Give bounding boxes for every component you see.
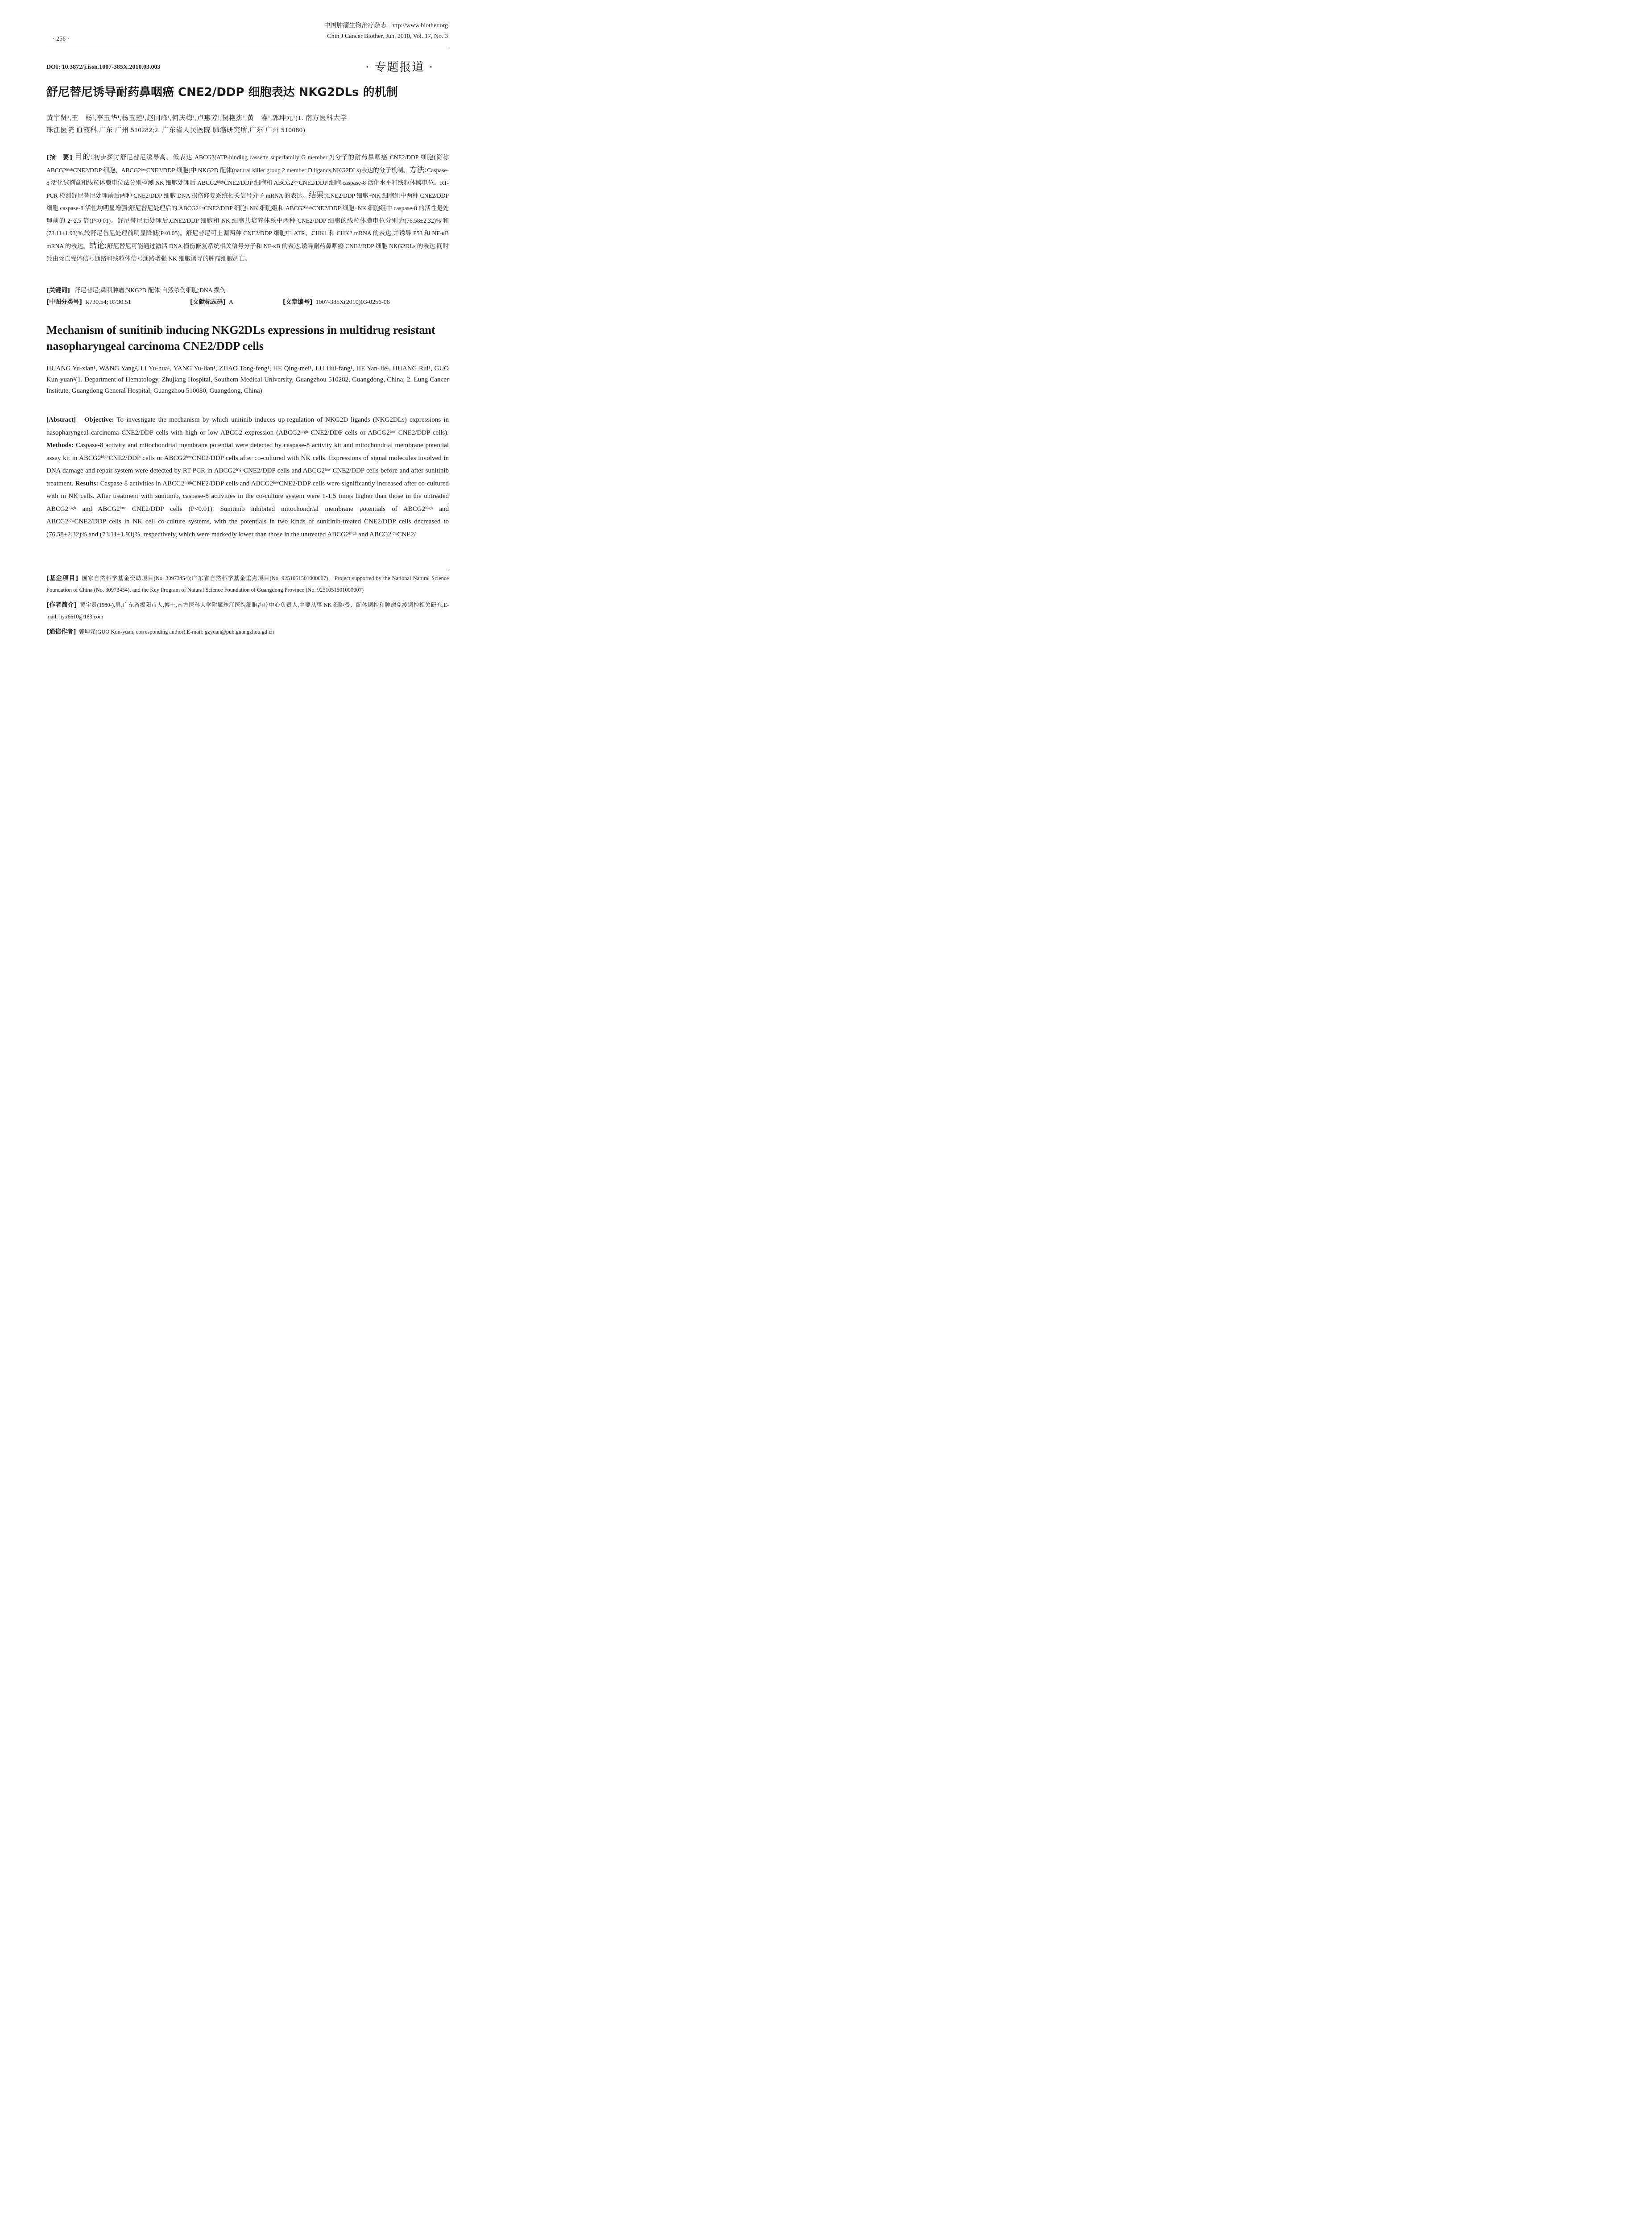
article-no-value: 1007-385X(2010)03-0256-06 [315, 299, 390, 306]
corresponding-label: [通信作者] [46, 628, 76, 635]
doi: DOI: 10.3872/j.issn.1007-385X.2010.03.003 [46, 64, 161, 70]
title-en: Mechanism of sunitinib inducing NKG2DLs expressions in multidrug resistant nasopharyngeal carcinoma CNE2/DDP cells [46, 323, 435, 352]
keywords [46, 284, 449, 297]
objective-en: To investigate the mechanism by which unitinib induces up-regulation of NKG2D ligands (NKG2DLs) expressions in nasopharyngeal carcinoma CNE2/DDP cells with high or low ABCG2 expression (ABCG2ʰⁱᵍʰ CNE2/DDP cells or ABCG2ˡᵒʷ CNE2/DDP cells). [46, 416, 449, 436]
abstract-cn [46, 151, 449, 265]
author-bio-text: 黄宇贤(1980-),男,广东省揭阳市人,博士,南方医科大学附属珠江医院细胞治疗中心负责人,主要从事 NK 细胞受、配体调控和肿瘤免疫调控相关研究,E-mail: hyx6610@163.com [46, 602, 449, 620]
methods-cn: Caspase-8 活化试剂盒和线粒体膜电位法分别检测 NK 细胞处理后 ABCG2ʰⁱᵍʰCNE2/DDP 细胞和 ABCG2ˡᵒʷCNE2/DDP 细胞 caspase-8 活化水平和线粒体膜电位。RT-PCR 检测舒尼替尼处理前后两种 CNE2/DDP 细胞 DNA 损伤修复系统相关信号分子 mRNA 的表达。 [46, 167, 449, 199]
title-cn: 舒尼替尼诱导耐药鼻咽癌 CNE2/DDP 细胞表达 NKG2DLs 的机制 [46, 86, 398, 99]
fund-label: [基金项目] [46, 575, 79, 582]
corresponding-note [46, 626, 449, 638]
objective-label-en: Objective: [84, 416, 114, 423]
column-label: · 专题报道 · [365, 61, 434, 74]
journal-url[interactable]: http://www.biother.org [391, 22, 448, 29]
results-label-cn: 结果: [308, 191, 327, 200]
results-en: Caspase-8 activities in ABCG2ʰⁱᵍʰCNE2/DDP cells and ABCG2ˡᵒʷCNE2/DDP cells were significantly increased after co-cultured with in NK cells. After treatment with sunitinib, caspase-8 activities in the co-culture system were 1-1.5 times higher than those in the untreated ABCG2ʰⁱᵍʰ and ABCG2ˡᵒʷ CNE2/DDP cells (P<0.01). Sunitinib inhibited mitochondrial membrane potentials of ABCG2ʰⁱᵍʰ and ABCG2ˡᵒʷCNE2/DDP cells in NK cell co-culture systems, with the potentials in two kinds of sunitinib-treated CNE2/DDP cells decreased to (76.58±2.32)% and (73.11±1.93)%, respectively, which were markedly lower than those in the untreated ABCG2ʰⁱᵍʰ and ABCG2ˡᵒʷCNE2/ [46, 480, 449, 538]
objective-label-cn: 目的: [74, 153, 93, 162]
authors-cn [46, 112, 449, 137]
methods-label-cn: 方法: [409, 166, 427, 174]
running-header [324, 21, 448, 42]
abstract-en-label: [Abstract] [46, 416, 76, 423]
fund-note [46, 572, 449, 596]
author-note [46, 599, 449, 622]
conclusion-cn: 舒尼替尼可能通过激活 DNA 损伤修复系统相关信号分子和 NF-κB 的表达,诱导耐药鼻咽癌 CNE2/DDP 细胞 NKG2DLs 的表达,同时经由死亡受体信号通路和线粒体信号通路增强 NK 细胞诱导的肿瘤细胞凋亡。 [46, 243, 449, 262]
clc-label: [中图分类号] [46, 299, 82, 306]
results-label-en: Results: [75, 480, 99, 487]
authors-cn-line2: 珠江医院 血液科,广东 广州 510282;2. 广东省人民医院 肺癌研究所,广东 广州 510080) [46, 127, 306, 134]
authors-cn-line1: 黄宇贤¹,王 杨²,李玉华¹,杨玉莲¹,赵同峰¹,何庆梅¹,卢惠芳¹,贺艳杰¹,黄 睿¹,郭坤元¹(1. 南方医科大学 [46, 115, 348, 122]
doc-code-label: [文献标志码] [190, 299, 226, 306]
keywords-text: 舒尼替尼;鼻咽肿瘤;NKG2D 配体;自然杀伤细胞;DNA 损伤 [74, 287, 226, 294]
journal-name-cn: 中国肿瘤生物治疗杂志 [324, 22, 387, 29]
doc-code-value: A [228, 299, 233, 306]
footnotes [46, 572, 449, 641]
abstract-en [46, 414, 449, 541]
journal-citation: Chin J Cancer Biother, Jun. 2010, Vol. 17, No. 3 [327, 33, 448, 40]
abstract-cn-label: [摘 要] [46, 154, 72, 161]
results-cn: CNE2/DDP 细胞+NK 细胞组中两种 CNE2/DDP 细胞 caspase-8 活性均明显增强;舒尼替尼处理后的 ABCG2ˡᵒʷCNE2/DDP 细胞+NK 细胞组和 ABCG2ʰⁱᵍʰCNE2/DDP 细胞+NK 细胞组中 caspase-8 的活性是处理前的 2~2.5 倍(P<0.01)。舒尼替尼预处理后,CNE2/DDP 细胞和 NK 细胞共培养体系中两种 CNE2/DDP 细胞的线粒体膜电位分别为(76.58±2.32)% 和(73.11±1.93)%,较舒尼替尼处理前明显降低(P<0.05)。舒尼替尼可上调两种 CNE2/DDP 细胞中 ATR、CHK1 和 CHK2 mRNA 的表达,并诱导 P53 和 NF-κB mRNA 的表达。 [46, 192, 449, 249]
objective-cn: 初步探讨舒尼替尼诱导高、低表达 ABCG2(ATP-binding cassette superfamily G member 2)分子的耐药鼻咽癌 CNE2/DDP 细胞(简称 ABCG2ʰⁱᵍʰCNE2/DDP 细胞、ABCG2ˡᵒʷCNE2/DDP 细胞)中 NKG2D 配体(natural killer group 2 member D ligands,NKG2DLs)表达的分子机制。 [46, 154, 449, 174]
page-number: · 256 · [53, 36, 70, 42]
article-no-label: [文章编号] [283, 299, 313, 306]
conclusion-label-cn: 结论: [89, 241, 107, 250]
author-bio-label: [作者简介] [46, 601, 77, 609]
methods-label-en: Methods: [46, 442, 74, 449]
clc-value: R730.54; R730.51 [85, 299, 131, 306]
keywords-label: [关键词] [46, 287, 70, 294]
methods-en: Caspase-8 activity and mitochondrial membrane potential were detected by caspase-8 activity kit and mitochondrial membrane potential assay kit in ABCG2ʰⁱᵍʰCNE2/DDP cells or ABCG2ˡᵒʷCNE2/DDP cells after co-cultured with NK cells. Expressions of signal molecules involved in DNA damage and repair system were detected by RT-PCR in ABCG2ʰⁱᵍʰCNE2/DDP cells and ABCG2ˡᵒʷ CNE2/DDP cells before and after sunitinib treatment. [46, 442, 449, 487]
authors-en: HUANG Yu-xian¹, WANG Yang², LI Yu-hua¹, YANG Yu-lian¹, ZHAO Tong-feng¹, HE Qing-mei¹, LU Hui-fang¹, HE Yan-Jie¹, HUANG Rui¹, GUO Kun-yuan¹(1. Department of Hematology, Zhujiang Hospital, Southern Medical University, Guangzhou 510282, Guangdong, China; 2. Lung Cancer Institute, Guangdong General Hospital, Guangzhou 510080, Guangdong, China) [46, 365, 449, 394]
corresponding-text: 郭坤元(GUO Kun-yuan, corresponding author),E-mail: gzyuan@pub.guangzhou.gd.cn [79, 629, 274, 635]
fund-text: 国家自然科学基金资助项目(No. 30973454);广东省自然科学基金重点项目(No. 9251051501000007)。Project supported by the National Natural Science Foundation of China (No. 30973454), and the Key Program of Natural Science Foundation of Guangdong Province (No. 9251051501000007) [46, 575, 449, 593]
